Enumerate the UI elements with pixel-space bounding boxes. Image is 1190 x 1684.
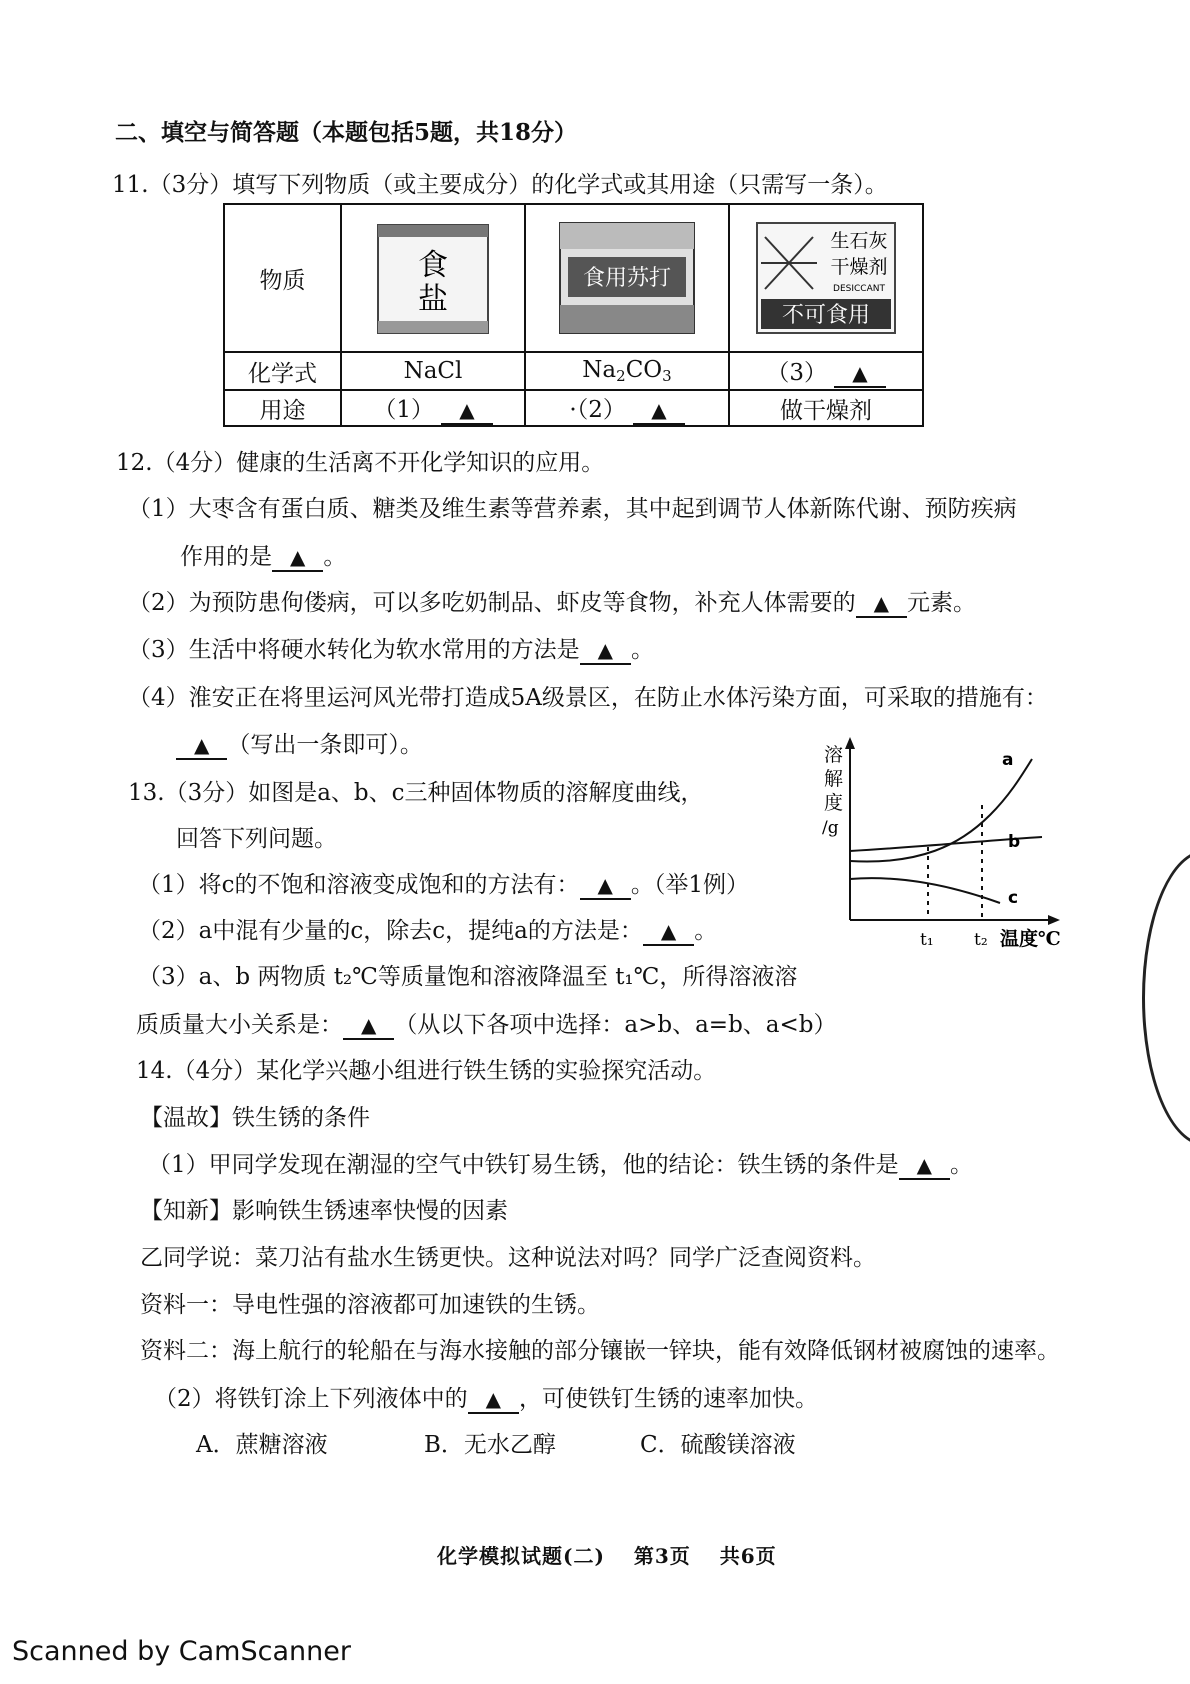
x-axis-arrow-icon	[1048, 915, 1060, 925]
ylabel-1: 溶	[824, 744, 844, 766]
answer-blank[interactable]: ▲	[343, 1012, 394, 1040]
answer-blank[interactable]: ▲	[899, 1152, 950, 1180]
answer-blank[interactable]: ▲	[580, 872, 631, 900]
tick-t1: t₁	[920, 930, 934, 950]
q14-review-heading: 【温故】铁生锈的条件	[140, 1105, 370, 1131]
ylabel-2: 解	[824, 768, 844, 790]
use-blank-1: （1） ▲	[341, 390, 525, 426]
q14-yi-statement: 乙同学说：菜刀沾有盐水生锈更快。这种说法对吗？同学广泛查阅资料。	[140, 1245, 876, 1271]
q13-prompt-2: 回答下列问题。	[176, 826, 337, 852]
tick-t2: t₂	[974, 930, 988, 950]
q14-reference-1: 资料一：导电性强的溶液都可加速铁的生锈。	[140, 1292, 600, 1318]
desiccant-package-icon	[751, 217, 901, 339]
use-blank-2: ·（2） ▲	[525, 390, 729, 426]
q12-part1-line2: 作用的是 ▲ 。	[180, 544, 347, 570]
row-label-use: 用途	[224, 390, 341, 426]
xlabel: 温度℃	[1000, 928, 1061, 950]
q14-option-c[interactable]: C．硫酸镁溶液	[640, 1432, 796, 1458]
formula-na2co3: $Na_2CO_3$	[525, 352, 729, 390]
formula-blank-3: （3） ▲	[729, 352, 923, 390]
answer-blank[interactable]: ▲	[272, 544, 323, 572]
salt-image-cell	[341, 204, 525, 352]
answer-blank[interactable]: ▲	[468, 1386, 519, 1414]
answer-blank[interactable]: ▲	[176, 732, 227, 760]
desiccant-text-3: DESICCANT	[833, 284, 885, 294]
q14-prompt: 14.（4分）某化学兴趣小组进行铁生锈的实验探究活动。	[136, 1058, 717, 1084]
q14-option-a[interactable]: A．蔗糖溶液	[196, 1432, 328, 1458]
desiccant-text-4: 不可食用	[781, 303, 871, 328]
answer-blank[interactable]: ▲	[834, 360, 885, 388]
q12-part2: （2）为预防患佝偻病，可以多吃奶制品、虾皮等食物，补充人体需要的 ▲ 元素。	[128, 590, 977, 616]
q13-part3: （3）a、b 两物质 t₂℃等质量饱和溶液降温至 t₁℃，所得溶液溶	[138, 964, 798, 990]
answer-blank[interactable]: ▲	[441, 397, 492, 425]
q12-prompt: 12.（4分）健康的生活离不开化学知识的应用。	[116, 450, 605, 476]
salt-text-1: 食	[418, 248, 448, 283]
q14-part1: （1）甲同学发现在潮湿的空气中铁钉易生锈，他的结论：铁生锈的条件是 ▲ 。	[148, 1152, 974, 1178]
use-desiccant: 做干燥剂	[729, 390, 923, 426]
y-axis-arrow-icon	[845, 737, 855, 749]
soda-text: 食用苏打	[582, 266, 672, 291]
curve-c-label: c	[1008, 888, 1019, 908]
desiccant-text-2: 干燥剂	[830, 256, 888, 278]
q14-option-b[interactable]: B．无水乙醇	[424, 1432, 556, 1458]
q13-part2: （2）a中混有少量的c，除去c，提纯a的方法是： ▲ 。	[138, 918, 718, 944]
soda-image-cell	[525, 204, 729, 352]
ylabel-4: /g	[822, 818, 839, 838]
page-footer: 化学模拟试题(二) 第3页 共6页	[437, 1544, 777, 1568]
curve-b-label: b	[1008, 832, 1021, 852]
q13-part4: 质质量大小关系是： ▲ （从以下各项中选择：a>b、a=b、a<b）	[136, 1012, 837, 1038]
q11-prompt: 11.（3分）填写下列物质（或主要成分）的化学式或其用途（只需写一条）。	[112, 172, 888, 198]
answer-blank[interactable]: ▲	[856, 590, 907, 618]
ylabel-3: 度	[824, 792, 844, 814]
q12-part4-line1: （4）淮安正在将里运河风光带打造成5A级景区，在防止水体污染方面，可采取的措施有：	[128, 685, 1048, 711]
scan-edge-artifact	[1142, 850, 1190, 1146]
q14-part2: （2）将铁钉涂上下列液体中的 ▲ ，可使铁钉生锈的速率加快。	[154, 1386, 819, 1412]
soda-package-icon	[552, 217, 702, 339]
q11-table	[223, 203, 924, 427]
curve-a-label: a	[1002, 750, 1014, 770]
salt-text-2: 盐	[418, 282, 448, 317]
q13-prompt-1: 13.（3分）如图是a、b、c三种固体物质的溶解度曲线，	[128, 780, 704, 806]
solubility-graph	[810, 735, 1070, 955]
curve-a	[850, 759, 1032, 862]
answer-blank[interactable]: ▲	[633, 397, 684, 425]
q14-reference-2: 资料二：海上航行的轮船在与海水接触的部分镶嵌一锌块，能有效降低钢材被腐蚀的速率。	[140, 1338, 1060, 1364]
row-label-substance: 物质	[224, 204, 341, 352]
section-title: 二、填空与简答题（本题包括5题，共18分）	[115, 119, 578, 146]
salt-package-icon	[368, 217, 498, 339]
curve-c	[850, 878, 1000, 903]
answer-blank[interactable]: ▲	[643, 918, 694, 946]
q12-part4-line2: ▲ （写出一条即可）。	[176, 730, 423, 760]
desiccant-text-1: 生石灰	[830, 230, 888, 252]
row-label-formula: 化学式	[224, 352, 341, 390]
q12-part1-line1: （1）大枣含有蛋白质、糖类及维生素等营养素，其中起到调节人体新陈代谢、预防疾病	[128, 496, 1017, 522]
answer-blank[interactable]: ▲	[580, 637, 631, 665]
desiccant-image-cell	[729, 204, 923, 352]
q14-new-heading: 【知新】影响铁生锈速率快慢的因素	[140, 1198, 508, 1224]
q12-part3: （3）生活中将硬水转化为软水常用的方法是 ▲ 。	[128, 637, 655, 663]
formula-nacl: NaCl	[341, 352, 525, 390]
camscanner-watermark: Scanned by CamScanner	[12, 1636, 351, 1667]
q13-part1: （1）将c的不饱和溶液变成饱和的方法有： ▲ 。（举1例）	[138, 872, 750, 898]
